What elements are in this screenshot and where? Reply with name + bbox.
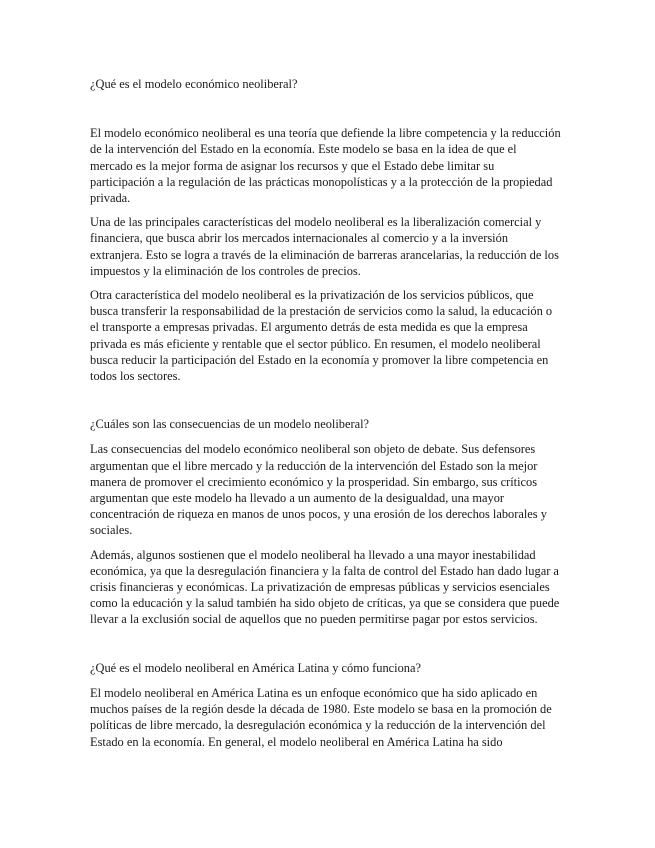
paragraph: El modelo económico neoliberal es una teoría que defiende la libre competencia y la reducción de la intervención del Estado en la economía. Este modelo se basa en la idea de que el mercado es la mejor forma de asignar los recursos y que el Estado debe limitar su participación a la regulación de las prácticas monopolísticas y a la protección de la propiedad privada. bbox=[90, 126, 561, 206]
spacer bbox=[90, 392, 562, 416]
spacer bbox=[90, 432, 562, 441]
section-heading-consequences: ¿Cuáles son las consecuencias de un modelo neoliberal? bbox=[90, 417, 370, 432]
paragraph: Otra característica del modelo neoliberal es la privatización de los servicios públicos, que busca transferir la responsabilidad de la prestación de servicios como la salud, la educación o el transporte a empresas privadas. El argumento detrás de esta medida es que la empresa privada es más eficiente y rentable que el sector público. En resumen, el modelo neoliberal busca reducir la participación del Estado en la economía y promover la libre competencia en todos los sectores. bbox=[90, 288, 553, 384]
paragraph: Una de las principales características del modelo neoliberal es la liberalización comercial y financiera, que busca abrir los mercados internacionales al comercio y a la inversión extranjera. Esto se logra a través de la eliminación de barreras arancelarias, la reducción de los impuestos y la eliminación de los controles de precios. bbox=[90, 215, 559, 278]
section-heading-latin-america: ¿Qué es el modelo neoliberal en América Latina y cómo funciona? bbox=[90, 660, 421, 675]
section-heading-neoliberal-model: ¿Qué es el modelo económico neoliberal? bbox=[90, 77, 298, 91]
spacer bbox=[90, 636, 562, 660]
paragraph: El modelo neoliberal en América Latina es un enfoque económico que ha sido aplicado en muchos países de la región desde la década de 1980. Este modelo se basa en la promoción de políticas de libre mercado, la desregulación económica y la reducción de la intervención del Estado en la economía. En general, el modelo neoliberal en América Latina ha sido bbox=[90, 685, 552, 749]
paragraph: Además, algunos sostienen que el modelo neoliberal ha llevado a una mayor inestabilidad económica, ya que la desregulación financiera y la falta de control del Estado han dado lugar a crisis financieras y económicas. La privatización de empresas públicas y servicios esenciales como la educación y la salud también ha sido objeto de críticas, ya que se considera que puede llevar a la exclusión social de aquellos que no pueden permitirse pagar por estos servicios. bbox=[90, 547, 560, 627]
paragraph: Las consecuencias del modelo económico neoliberal son objeto de debate. Sus defensores argumentan que el libre mercado y la reducción de la intervención del Estado son la mejor manera de promover el crecimiento económico y la prosperidad. Sin embargo, sus críticos argumentan que este modelo ha llevado a un aumento de la desigualdad, una mayor concentración de riqueza en manos de unos pocos, y una erosión de los derechos laborales y sociales. bbox=[90, 442, 547, 538]
spacer bbox=[90, 676, 562, 685]
document-body bbox=[90, 76, 562, 758]
spacer bbox=[90, 92, 562, 125]
